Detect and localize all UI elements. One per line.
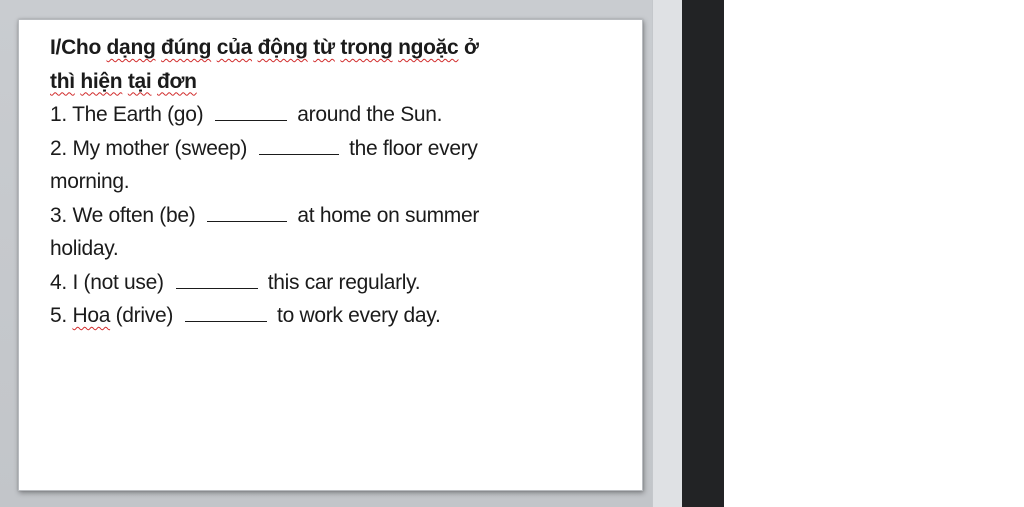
blank-panel [724,0,1024,507]
question-5-name: Hoa [72,304,111,327]
answer-blank-2[interactable] [259,132,339,155]
heading-word: hiện [80,69,123,93]
heading-word: ngoặc [398,36,459,59]
heading-word: tại [127,69,152,93]
heading-word: ở [463,36,479,59]
document-page[interactable] [18,19,643,491]
heading-word: đúng [161,36,212,59]
worksheet-text [50,31,610,333]
heading-word: I/Cho [50,36,107,59]
question-3-prompt: 3. We often (be) [50,203,196,227]
exercise-heading-line-1 [50,31,610,65]
heading-word: từ [313,36,335,59]
question-3-continued [50,232,610,266]
answer-blank-1[interactable] [215,98,287,121]
question-2-continued [50,165,610,199]
window-divider [682,0,724,507]
question-4 [50,266,610,300]
scroll-strip[interactable] [652,0,683,507]
question-5 [50,299,610,333]
answer-blank-3[interactable] [207,199,287,222]
question-5-number: 5. [50,304,73,327]
question-5-prompt: (drive) [110,304,174,327]
question-3 [50,199,610,233]
answer-blank-4[interactable] [176,266,258,289]
question-3-continuation: holiday. [50,237,119,260]
question-3-rest: at home on summer [297,203,480,227]
question-4-rest: this car regularly. [267,270,421,294]
heading-word: đơn [157,69,197,93]
heading-word: trong [340,36,393,59]
question-2-prompt: 2. My mother (sweep) [50,136,248,160]
heading-word: của [216,36,253,59]
question-4-prompt: 4. I (not use) [50,270,164,294]
question-1 [50,98,610,132]
heading-word: dạng [106,36,156,59]
heading-word: thì [50,69,75,93]
question-1-prompt: 1. The Earth (go) [50,103,204,126]
exercise-heading-line-2 [50,65,610,99]
question-5-rest: to work every day. [277,304,441,327]
question-2 [50,132,610,166]
question-1-rest: around the Sun. [297,103,443,126]
question-2-continuation: morning. [50,170,130,193]
heading-word: động [257,36,308,59]
question-2-rest: the floor every [349,136,478,160]
answer-blank-5[interactable] [185,299,267,322]
